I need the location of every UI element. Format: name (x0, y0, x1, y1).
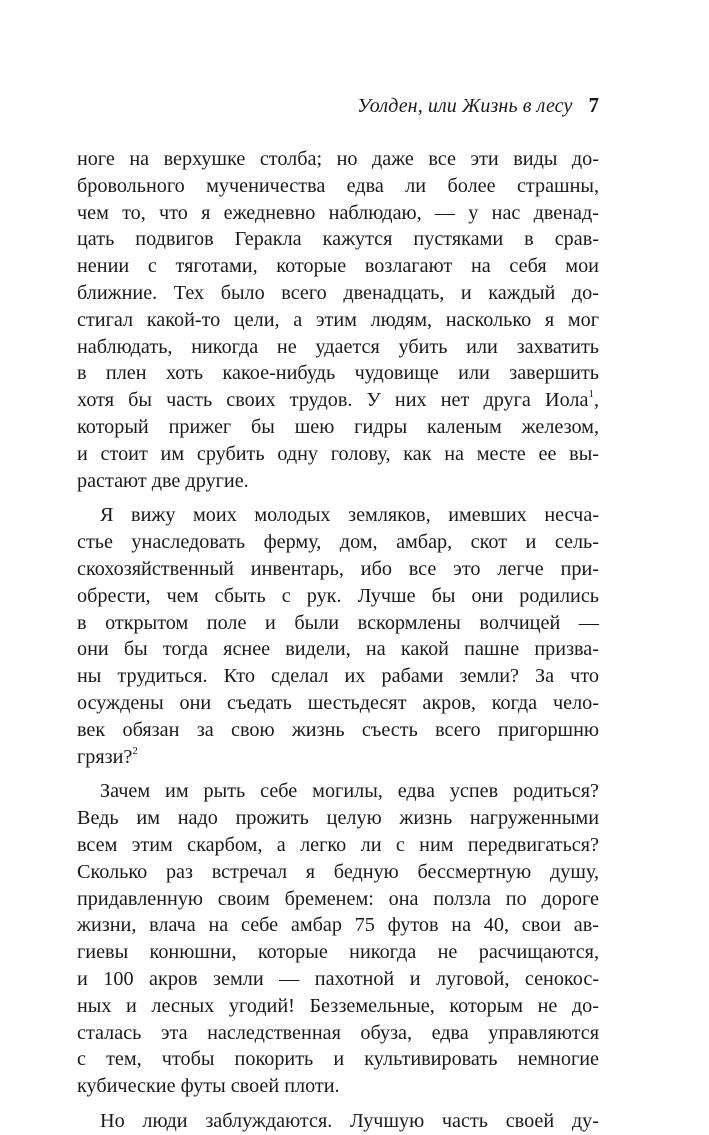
paragraph (77, 1108, 599, 1135)
text-line: с тем, чтобы покорить и культивировать немногие (77, 1048, 599, 1071)
text-line: в плен хоть какое-нибудь чудовище или завершить (77, 362, 599, 385)
text-line: ноге на верхушке столба; но даже все эти виды до- (77, 148, 599, 170)
running-head (77, 93, 599, 123)
text-line: в открытом поле и были вскормлены волчицей — (77, 611, 599, 634)
text-line: Я вижу моих молодых земляков, имевших несча- (100, 504, 599, 527)
page-number: 7 (588, 93, 599, 117)
text-line: скохозяйственный инвентарь, ибо все это легче при- (77, 557, 599, 580)
paragraph (77, 146, 599, 494)
text-line: ных и лесных угодий! Безземельные, которым не до- (77, 994, 599, 1017)
text-line: Зачем им рыть себе могилы, едва успев родиться? (100, 780, 599, 803)
text-line: придавленную своим бременем: она ползла по дороге (77, 887, 599, 910)
text-line: и стоит им срубить одну голову, как на месте ее вы- (77, 442, 599, 465)
text-line: стье унаследовать ферму, дом, амбар, скот и сель- (77, 531, 599, 554)
text-line: ны трудиться. Кто сделал их рабами земли? За что (77, 665, 599, 688)
text-line: кубические футы своей плоти. (77, 1075, 340, 1098)
text-line: бровольного мученичества едва ли более страшны, (77, 174, 599, 197)
text-line: они бы тогда яснее видели, на какой пашне призва- (77, 638, 599, 661)
text-line: Сколько раз встречал я бедную бессмертную душу, (77, 860, 599, 883)
text-line: жизни, влача на себе амбар 75 футов на 40, свои ав- (77, 914, 599, 937)
text-line: растают две другие. (77, 469, 249, 492)
text-line: обрести, чем сбыть с рук. Лучше бы они родились (77, 584, 599, 607)
text-line: сталась эта наследственная обуза, едва управляются (77, 1021, 599, 1044)
text-line: стигал какой-то цели, а этим людям, насколько я мог (77, 308, 599, 331)
text-line: нении с тяготами, которые возлагают на себя мои (77, 255, 599, 278)
text-line: который прижег бы шею гидры каленым железом, (77, 415, 599, 438)
running-title: Уолден, или Жизнь в лесу (357, 95, 573, 117)
text-line-with-footnote: хотя бы часть своих трудов. У них нет друга Иола$^1$, (77, 388, 599, 412)
text-line: и 100 акров земли — пахотной и луговой, сенокос- (77, 967, 599, 990)
text-line: гиевы конюшни, которые никогда не расчищаются, (77, 941, 599, 964)
body-text (77, 146, 599, 1135)
paragraph (77, 778, 599, 1100)
text-line: чем то, что я ежедневно наблюдаю, — у нас двенад- (77, 201, 599, 224)
text-line: цать подвигов Геракла кажутся пустяками в срав- (77, 228, 599, 251)
text-line: всем этим скарбом, а легко ли с ним передвигаться? (77, 833, 599, 856)
text-line-content: хотя бы часть своих трудов. У них нет друга Иола (77, 389, 589, 412)
text-line-with-footnote (77, 744, 599, 771)
text-line: осуждены они съедать шестьдесят акров, когда чело- (77, 691, 599, 714)
text-line-content: грязи? (77, 745, 133, 768)
footnote-ref[interactable]: 1 (588, 388, 594, 401)
text-line: Но люди заблуждаются. Лучшую часть своей ду- (100, 1109, 599, 1132)
text-line: наблюдать, никогда не удается убить или захватить (77, 335, 599, 358)
text-line: Ведь им надо прожить целую жизнь нагруженными (77, 807, 599, 830)
text-line: ближние. Тех было всего двенадцать, и каждый до- (77, 281, 599, 304)
text-line: век обязан за свою жизнь съесть всего пригоршню (77, 718, 599, 741)
paragraph (77, 502, 599, 770)
footnote-ref[interactable]: 2 (132, 744, 138, 757)
